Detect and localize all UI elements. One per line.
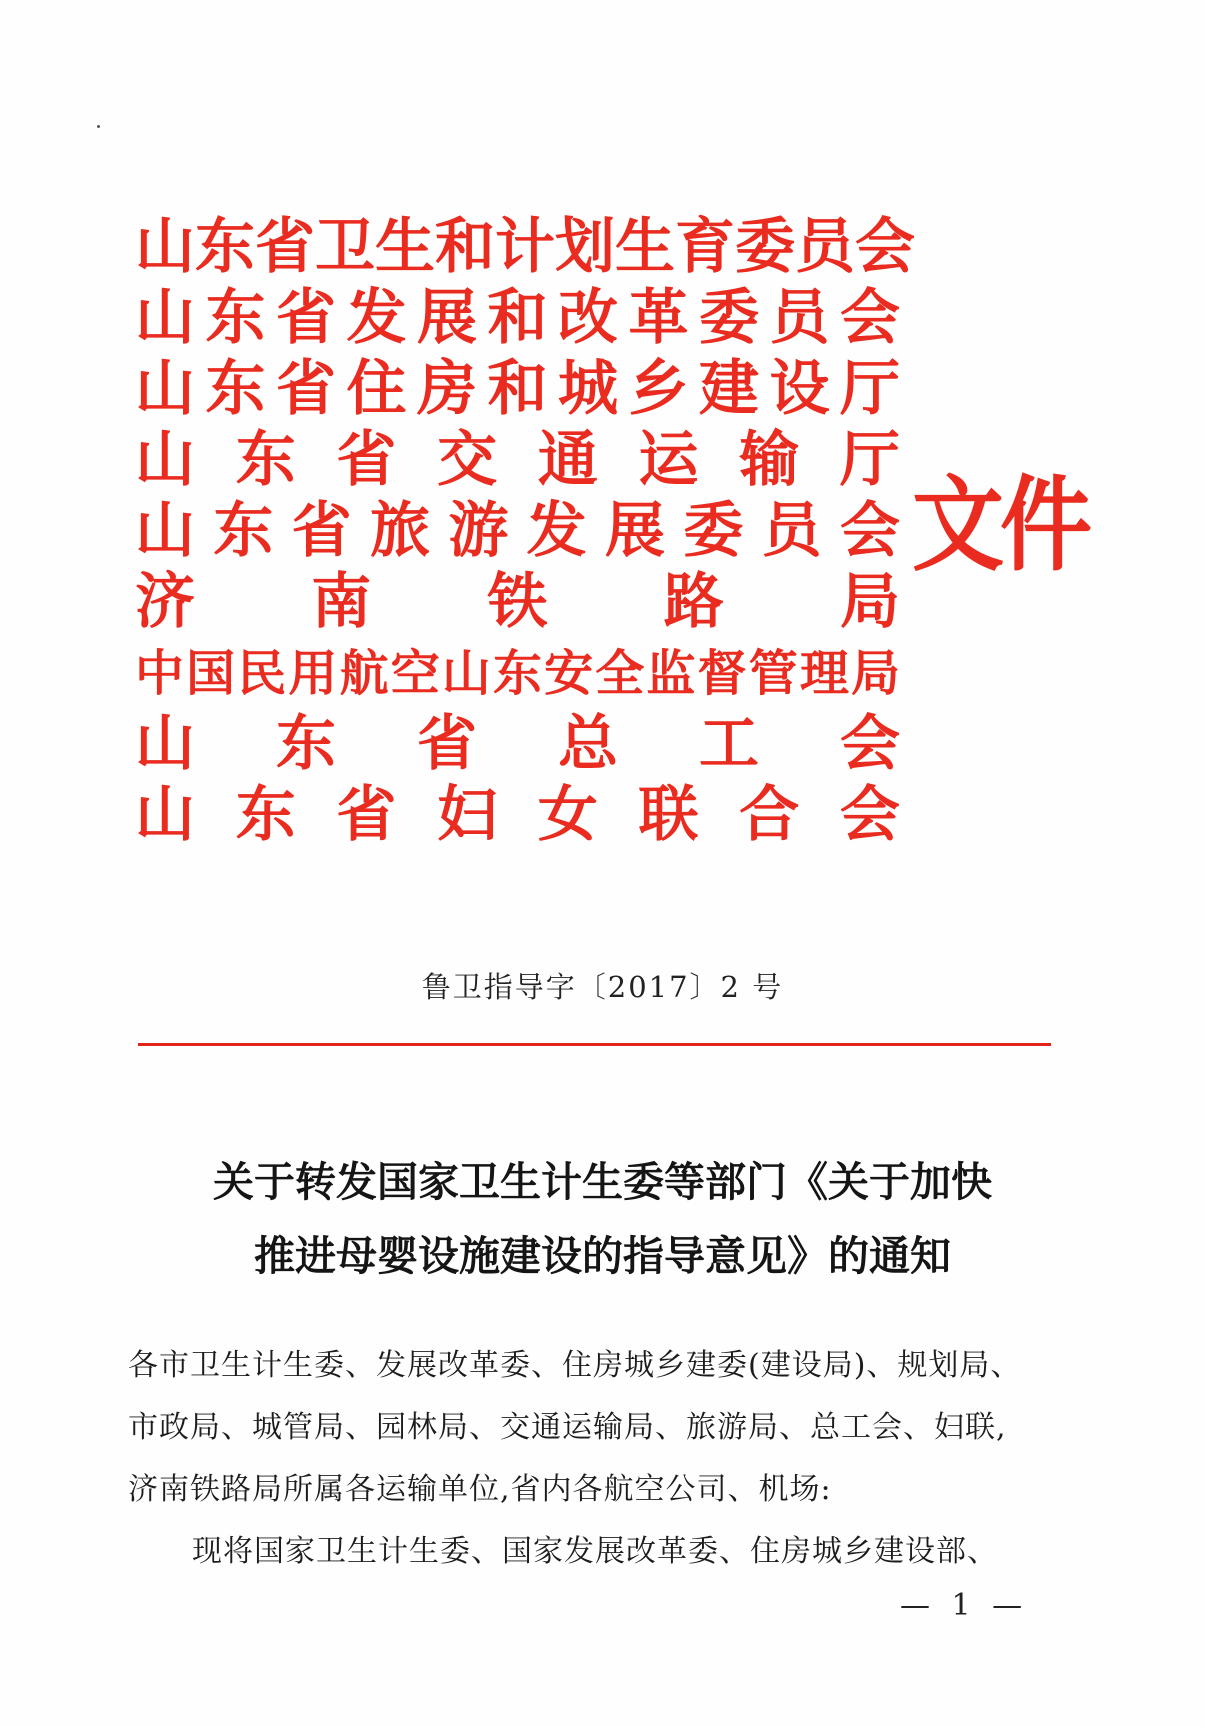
organization-char: 督 [697,645,747,702]
organization-char: 山 [135,709,195,779]
organization-char: 中 [135,645,185,702]
organization-char: 东 [195,212,255,282]
red-divider [138,1043,1051,1046]
organization-char: 委 [683,496,744,566]
organization-char: 山 [135,496,195,566]
organization-char: 展 [604,496,665,566]
organization-char: 山 [135,212,195,282]
organization-char: 会 [855,212,915,282]
title-line-2: 推进母婴设施建设的指导意见》的通知 [254,1232,951,1280]
organization-char: 山 [135,425,195,495]
organization-char: 发 [346,283,407,353]
organization-char: 员 [769,283,830,353]
organization-char: 航 [339,645,389,702]
organization-char: 用 [288,645,338,702]
organization-char: 乡 [628,354,689,424]
organization-char: 城 [558,354,618,424]
organization-char: 山 [135,283,195,353]
organization-char: 理 [799,645,849,702]
document-label: 文件 [912,465,1089,586]
organization-char: 委 [699,283,759,353]
title-line-1: 关于转发国家卫生计生委等部门《关于加快 [213,1158,992,1206]
organization-char: 会 [839,780,900,850]
organization-char: 输 [739,425,800,495]
organization-char: 交 [437,425,498,495]
organization-char: 国 [186,645,236,702]
organization-char: 员 [795,212,855,282]
organization-char: 计 [495,212,555,282]
organization-char: 生 [615,212,675,282]
organization-char: 会 [839,496,900,566]
organization-char: 省 [336,425,397,495]
organization-char: 工 [699,709,759,779]
organization-char: 和 [435,212,495,282]
organization-char: 南 [311,567,372,637]
organization-char: 合 [739,780,800,850]
recipients-line-2: 市政局、城管局、园林局、交通运输局、旅游局、总工会、妇联, [128,1410,1007,1445]
organization-char: 设 [769,354,830,424]
organization-char: 委 [735,212,795,282]
organization-char: 总 [558,709,618,779]
organization-char: 运 [638,425,699,495]
organization-line [135,283,900,354]
organization-char: 山 [441,645,491,702]
organization-char: 省 [417,709,477,779]
organization-char: 济 [135,567,195,637]
organization-char: 监 [646,645,696,702]
organization-char: 和 [487,283,548,353]
organization-char: 东 [205,283,266,353]
organization-char: 民 [237,645,287,702]
organization-line [135,212,915,283]
organization-char: 生 [375,212,435,282]
organization-char: 房 [417,354,477,424]
organization-char: 通 [537,425,598,495]
organization-char: 联 [638,780,699,850]
issuing-organizations [135,212,915,851]
organization-line [135,709,900,780]
organization-line [135,425,900,496]
document-body [128,1335,1048,1583]
organization-char: 旅 [369,496,430,566]
organization-line [135,567,900,638]
organization-char: 东 [235,425,296,495]
organization-char: 卫 [315,212,375,282]
organization-char: 空 [390,645,440,702]
document-title [0,1145,1205,1293]
organization-char: 省 [336,780,397,850]
organization-char: 东 [213,496,274,566]
organization-char: 革 [628,283,689,353]
organization-char: 厅 [840,354,900,424]
organization-char: 会 [840,283,900,353]
organization-char: 住 [346,354,407,424]
organization-char: 全 [595,645,645,702]
organization-char: 东 [235,780,296,850]
organization-char: 育 [675,212,735,282]
organization-char: 路 [663,567,724,637]
scan-speck [97,125,100,128]
organization-char: 改 [558,283,618,353]
organization-char: 和 [487,354,548,424]
organization-char: 展 [417,283,477,353]
organization-char: 厅 [839,425,900,495]
recipients-line-1: 各市卫生计生委、发展改革委、住房城乡建委(建设局)、规划局、 [128,1348,1022,1383]
organization-char: 东 [276,709,336,779]
organization-char: 局 [840,567,900,637]
organization-char: 省 [255,212,315,282]
organization-char: 管 [748,645,798,702]
organization-char: 省 [276,283,336,353]
organization-char: 东 [492,645,542,702]
organization-char: 员 [761,496,822,566]
organization-line [135,496,900,567]
organization-char: 建 [699,354,759,424]
organization-line [135,354,900,425]
document-number: 鲁卫指导字〔2017〕2 号 [421,970,784,1004]
organization-char: 发 [526,496,587,566]
organization-char: 妇 [437,780,498,850]
paragraph-1-line-1: 现将国家卫生计生委、国家发展改革委、住房城乡建设部、 [192,1534,998,1569]
organization-char: 安 [544,645,594,702]
organization-line [135,638,900,709]
organization-char: 铁 [487,567,548,637]
organization-char: 山 [135,354,195,424]
organization-char: 划 [555,212,615,282]
organization-char: 省 [276,354,336,424]
organization-char: 游 [448,496,509,566]
recipients-line-3: 济南铁路局所属各运输单位,省内各航空公司、机场: [128,1472,832,1507]
page-number: — 1 — [900,1588,1029,1623]
organization-line [135,780,900,851]
organization-char: 东 [205,354,266,424]
organization-char: 局 [850,645,900,702]
organization-char: 山 [135,780,195,850]
organization-char: 省 [291,496,352,566]
organization-char: 女 [537,780,598,850]
organization-char: 会 [840,709,900,779]
